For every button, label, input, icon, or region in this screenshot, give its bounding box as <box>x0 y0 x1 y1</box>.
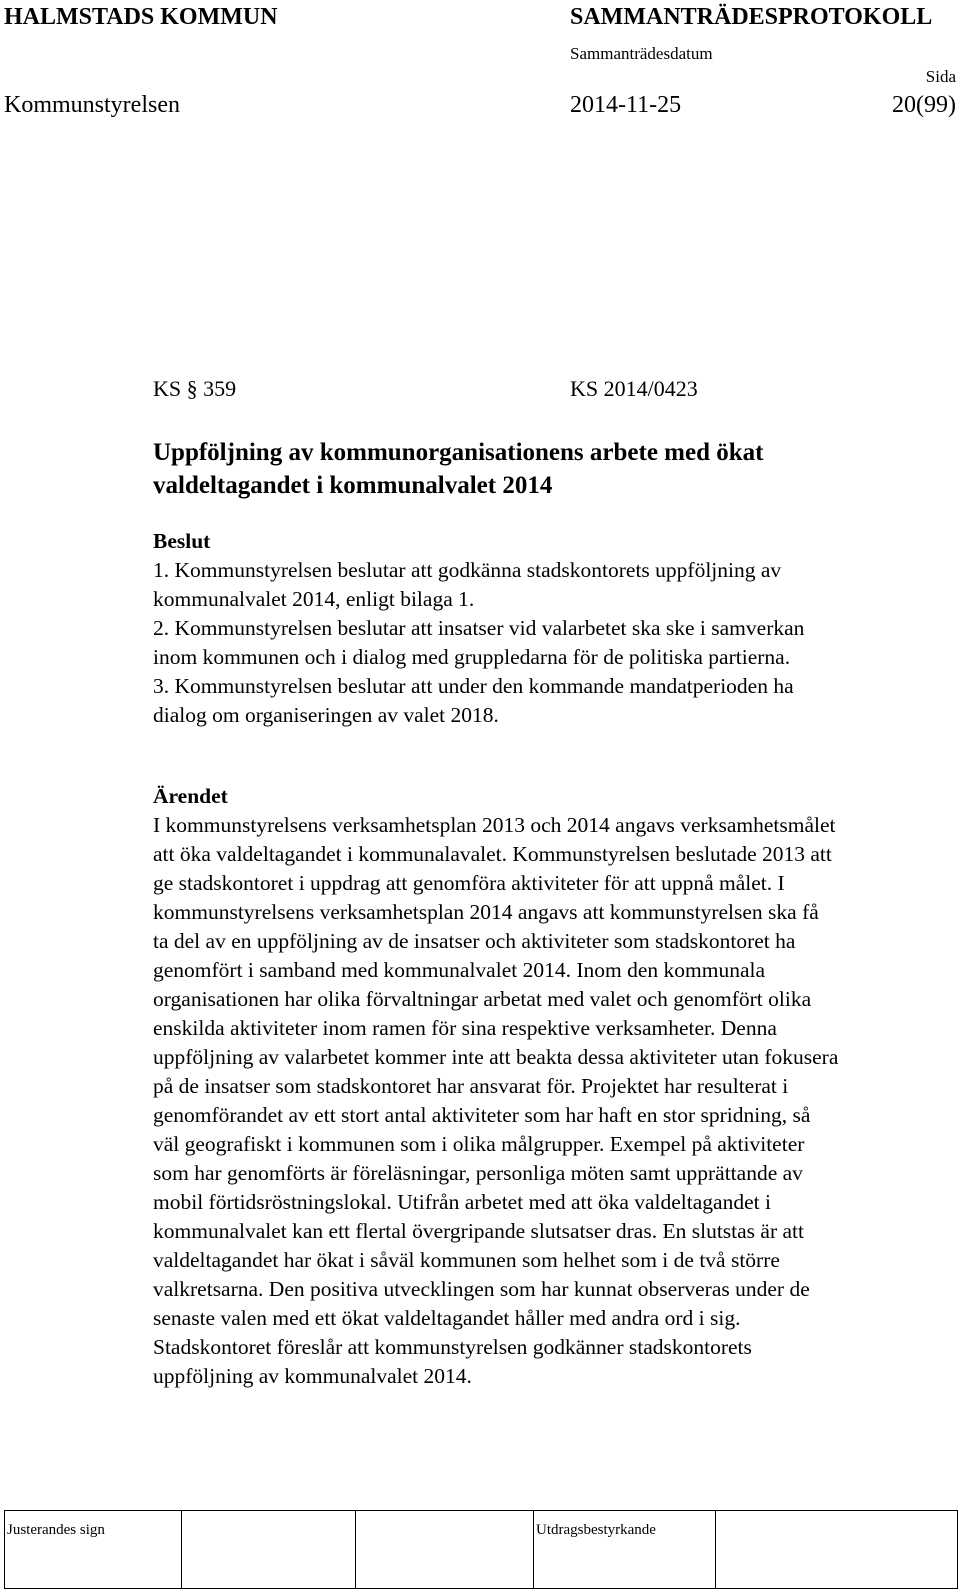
matter-section <box>153 782 953 1391</box>
matter-line: enskilda aktiviteter inom ramen för sina respektive verksamheter. Denna <box>153 1016 777 1040</box>
signature-row <box>5 1511 958 1589</box>
matter-line: senaste valen med ett ökat valdeltagandet håller med andra ord i sig. <box>153 1306 741 1330</box>
matter-line: uppföljning av kommunalvalet 2014. <box>153 1364 472 1388</box>
decision-section <box>153 527 953 730</box>
page-number: 20(99) <box>892 92 956 118</box>
matter-line: ge stadskontoret i uppdrag att genomföra aktiviteter för att uppnå målet. I <box>153 871 785 895</box>
matter-line: som har genomförts är föreläsningar, personliga möten samt upprättande av <box>153 1161 803 1185</box>
decision-line: kommunalvalet 2014, enligt bilaga 1. <box>153 587 475 611</box>
signature-cell[interactable] <box>182 1511 356 1589</box>
decision-heading: Beslut <box>153 529 211 553</box>
case-title-line: valdeltagandet i kommunalvalet 2014 <box>153 472 553 499</box>
matter-line: på de insatser som stadskontoret har ansvarat för. Projektet har resulterat i <box>153 1074 789 1098</box>
decision-line: 1. Kommunstyrelsen beslutar att godkänna stadskontorets uppföljning av <box>153 558 782 582</box>
matter-line: uppföljning av valarbetet kommer inte att beakta dessa aktiviteter utan fokusera <box>153 1045 839 1069</box>
document-type: SAMMANTRÄDESPROTOKOLL <box>570 4 933 30</box>
decision-line: inom kommunen och i dialog med gruppledarna för de politiska partierna. <box>153 645 791 669</box>
adjuster-signature-cell[interactable]: Justerandes sign <box>5 1511 182 1589</box>
matter-heading: Ärendet <box>153 784 228 808</box>
matter-line: att öka valdeltagandet i kommunalavalet. Kommunstyrelsen beslutade 2013 att <box>153 842 832 866</box>
case-number: KS 2014/0423 <box>570 376 698 401</box>
date-label: Sammanträdesdatum <box>570 44 713 63</box>
signature-cell[interactable] <box>716 1511 958 1589</box>
case-title <box>153 436 953 502</box>
matter-line: valkretsarna. Den positiva utvecklingen som har kunnat observeras under de <box>153 1277 810 1301</box>
matter-line: kommunstyrelsens verksamhetsplan 2014 angavs att kommunstyrelsen ska få <box>153 900 819 924</box>
matter-line: organisationen har olika förvaltningar arbetat med valet och genomfört olika <box>153 987 812 1011</box>
extract-certification-cell[interactable]: Utdragsbestyrkande <box>534 1511 716 1589</box>
municipality-name: HALMSTADS KOMMUN <box>4 4 278 30</box>
page-label: Sida <box>925 67 956 86</box>
matter-line: ta del av en uppföljning av de insatser och aktiviteter som stadskontoret ha <box>153 929 796 953</box>
matter-line: genomförandet av ett stort antal aktiviteter som har haft en stor spridning, så <box>153 1103 811 1127</box>
decision-line: 2. Kommunstyrelsen beslutar att insatser vid valarbetet ska ske i samverkan <box>153 616 805 640</box>
decision-line: 3. Kommunstyrelsen beslutar att under den kommande mandatperioden ha <box>153 674 794 698</box>
matter-line: mobil förtidsröstningslokal. Utifrån arbetet med att öka valdeltagandet i <box>153 1190 771 1214</box>
matter-line: I kommunstyrelsens verksamhetsplan 2013 och 2014 angavs verksamhetsmålet <box>153 813 836 837</box>
matter-line: kommunalvalet kan ett flertal övergripande slutsatser dras. En slutstas är att <box>153 1219 804 1243</box>
matter-line: valdeltagandet har ökat i såväl kommunen som helhet som i de två större <box>153 1248 780 1272</box>
matter-line: genomfört i samband med kommunalvalet 2014. Inom den kommunala <box>153 958 766 982</box>
case-title-line: Uppföljning av kommunorganisationens arbete med ökat <box>153 439 764 466</box>
paragraph-number: KS § 359 <box>153 376 237 401</box>
matter-line: Stadskontoret föreslår att kommunstyrelsen godkänner stadskontorets <box>153 1335 752 1359</box>
signature-cell[interactable] <box>356 1511 534 1589</box>
meeting-date: 2014-11-25 <box>570 92 682 118</box>
decision-line: dialog om organiseringen av valet 2018. <box>153 703 499 727</box>
matter-line: väl geografiskt i kommunen som i olika målgrupper. Exempel på aktiviteter <box>153 1132 805 1156</box>
body-name: Kommunstyrelsen <box>4 92 180 118</box>
signature-table <box>4 1510 958 1589</box>
